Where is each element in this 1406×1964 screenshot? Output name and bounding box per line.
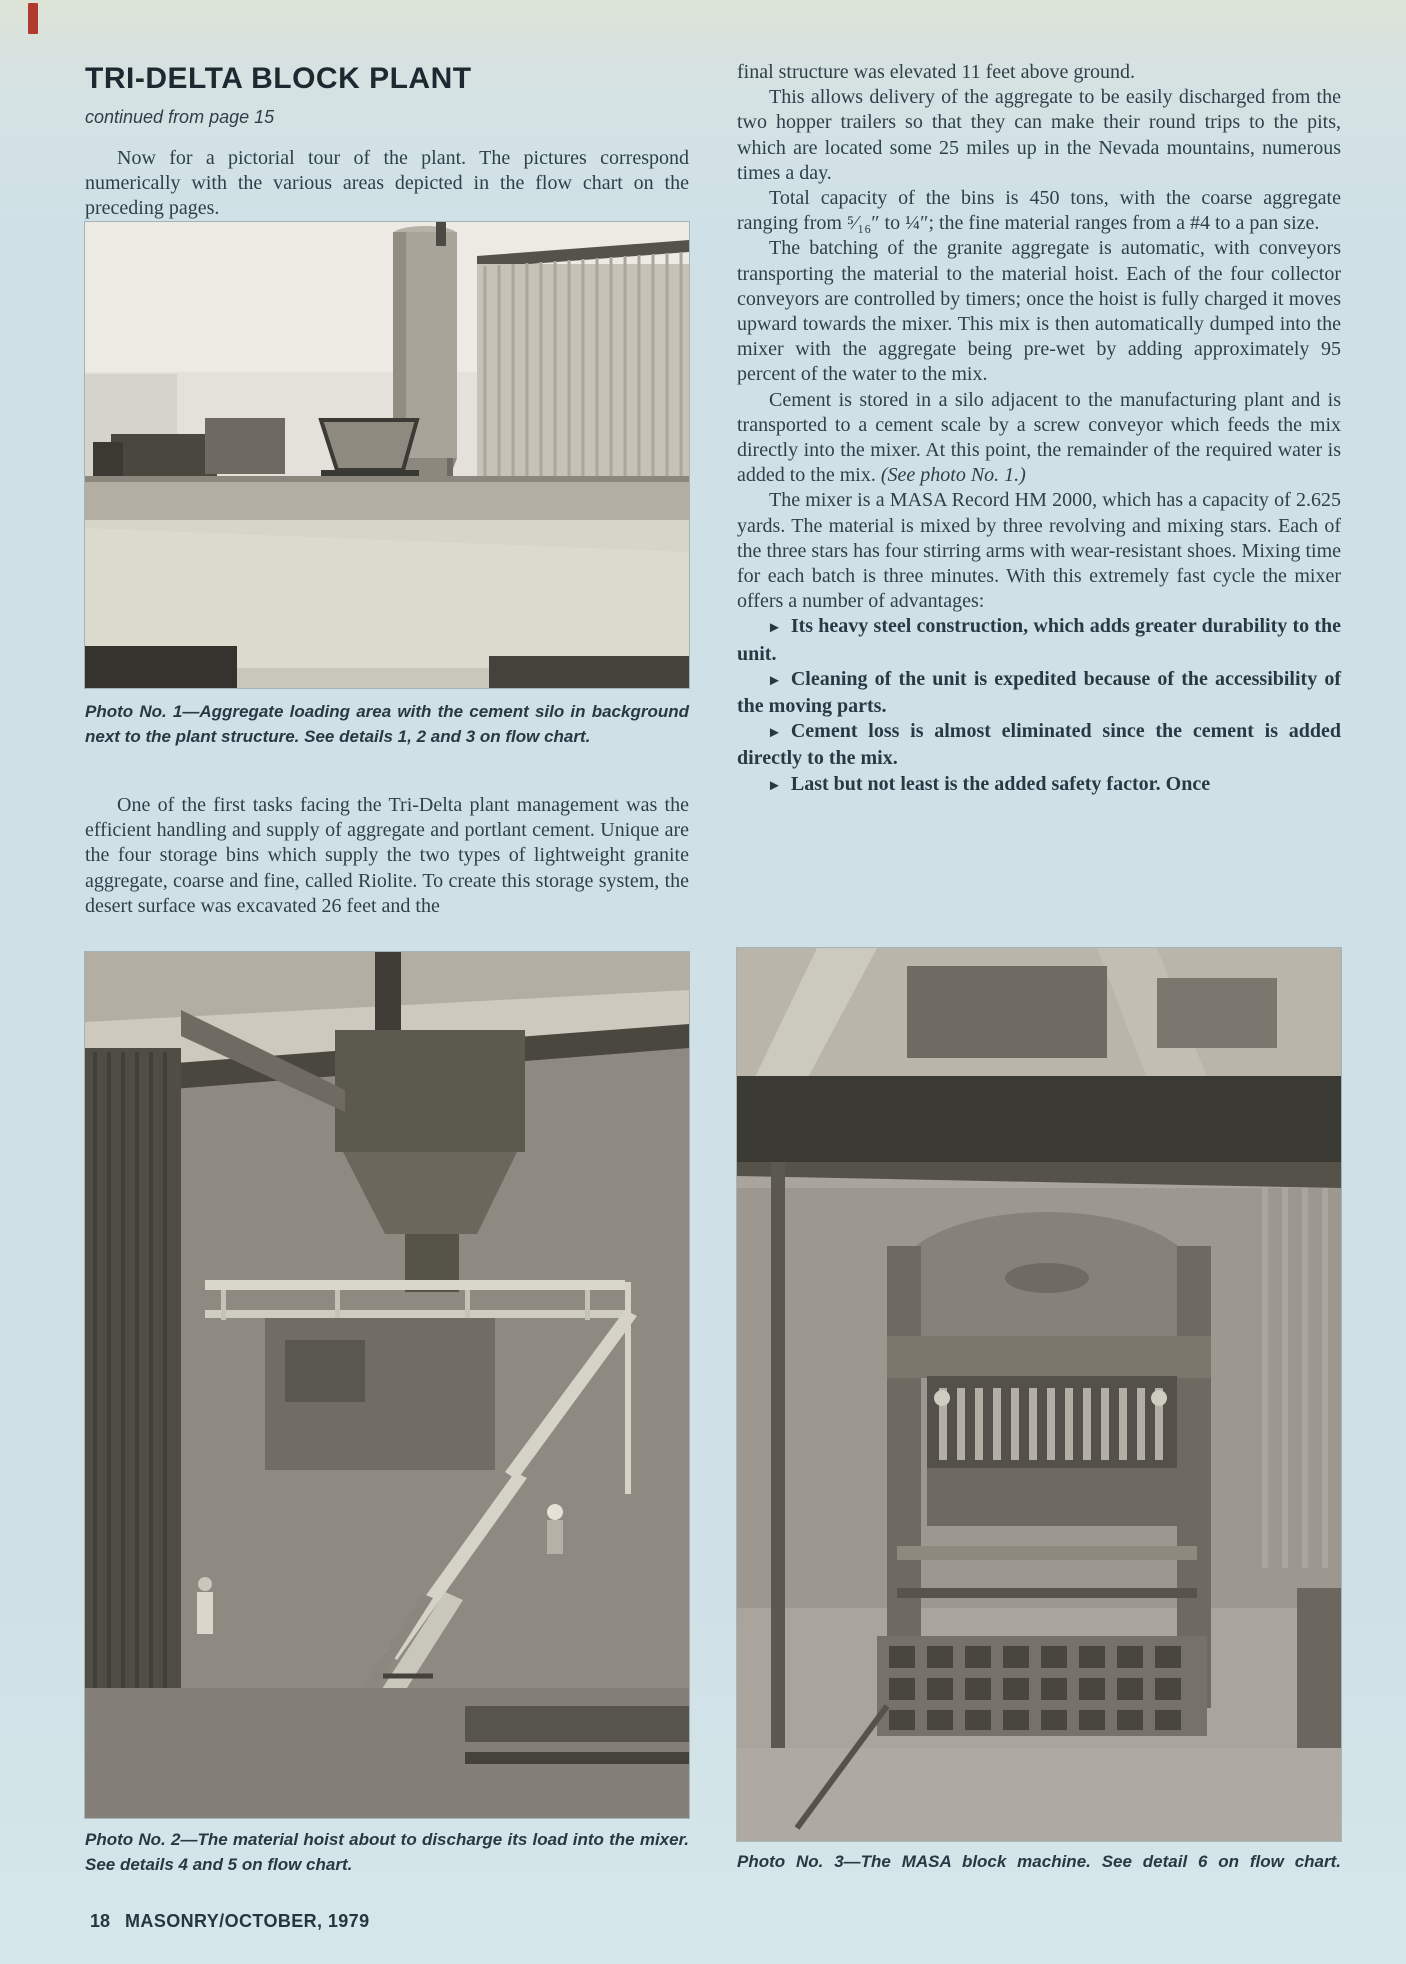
photo-1	[85, 222, 689, 688]
magazine-name: MASONRY/OCTOBER, 1979	[125, 1911, 370, 1931]
body-paragraph: Total capacity of the bins is 450 tons, with the coarse aggregate ranging from ⁵⁄₁₆″ to ¼″; the fine material ranges from a #4 to a pan size.	[737, 187, 1341, 235]
photo-2-caption: Photo No. 2—The material hoist about to discharge its load into the mixer. See details 4 and 5 on flow chart.	[85, 1830, 689, 1874]
photo-1-caption: Photo No. 1—Aggregate loading area with the cement silo in background next to the plant structure. See details 1, 2 and 3 on flow chart.	[85, 702, 689, 746]
bullet-item	[737, 667, 1341, 719]
print-registration-mark	[28, 3, 38, 34]
block-pallet-shape	[877, 1636, 1207, 1736]
bullet-item	[737, 719, 1341, 771]
photo-2	[85, 952, 689, 1818]
body-paragraph	[737, 388, 1341, 489]
bullet-item	[737, 614, 1341, 666]
page-footer	[90, 1911, 370, 1932]
right-column	[737, 60, 1341, 799]
body-paragraph: final structure was elevated 11 feet above ground.	[737, 61, 1135, 83]
bullet-text: Cleaning of the unit is expedited because of the accessibility of the moving parts.	[737, 667, 1341, 718]
tasks-paragraph: One of the first tasks facing the Tri-Delta plant management was the efficient handling and supply of aggregate and portlant cement. Unique are the four storage bins which supply the two types of lightweight granite aggregate, coarse and fine, called Riolite. To create this storage system, the desert surface was excavated 26 feet and the	[85, 794, 689, 917]
bullet-arrow-icon: ►	[767, 725, 782, 742]
bullet-arrow-icon: ►	[767, 672, 782, 689]
bullet-item	[737, 772, 1341, 799]
photo-1-illustration	[85, 222, 689, 688]
body-paragraph: This allows delivery of the aggregate to be easily discharged from the two hopper trailers so that they can make their round trips to the pits, which are located some 25 miles up in the Nevada mountains, numerous times a day.	[737, 86, 1341, 184]
see-photo-note: (See photo No. 1.)	[880, 464, 1026, 487]
bullet-text: Last but not least is the added safety factor. Once	[790, 772, 1211, 795]
article-title: TRI-DELTA BLOCK PLANT	[85, 62, 472, 95]
continued-from-line: continued from page 15	[85, 107, 275, 127]
body-paragraph: The batching of the granite aggregate is automatic, with conveyors transporting the material to the material hoist. Each of the four collector conveyors are controlled by timers; once the hoist is fully charged it moves upward towards the mixer. This mix is then automatically dumped into the mixer with the aggregate being pre-wet by adding approximately 95 percent of the water to the mix.	[737, 237, 1341, 386]
bullet-arrow-icon: ►	[767, 620, 782, 637]
mezzanine-beam-shape	[737, 1076, 1341, 1162]
photo-2-illustration	[85, 952, 689, 1818]
photo-3-illustration	[737, 948, 1341, 1841]
interior-wall-shape	[85, 1048, 181, 1692]
body-paragraph: The mixer is a MASA Record HM 2000, which has a capacity of 2.625 yards. The material is mixed by three revolving and mixing stars. Each of the three stars has four stirring arms with wear-resistant shoes. Mixing time for each batch is three minutes. With this extremely fast cycle the mixer offers a number of advantages:	[737, 489, 1341, 613]
bullet-text: Its heavy steel construction, which adds greater durability to the unit.	[737, 615, 1341, 665]
intro-paragraph: Now for a pictorial tour of the plant. The pictures correspond numerically with the various areas depicted in the flow chart on the preceding pages.	[85, 147, 689, 220]
hopper-trailer-shape	[321, 420, 419, 483]
photo-3	[737, 948, 1341, 1841]
cement-paragraph-text: Cement is stored in a silo adjacent to the manufacturing plant and is transported to a cement scale by a screw conveyor which feeds the mix directly into the mixer. At this point, the remainder of the required water is added to the mix.	[737, 388, 1341, 487]
photo-3-caption: Photo No. 3—The MASA block machine. See detail 6 on flow chart.	[737, 1852, 1341, 1871]
page-number: 18	[90, 1911, 111, 1931]
bullet-arrow-icon: ►	[767, 777, 782, 794]
bullet-text: Cement loss is almost eliminated since the cement is added directly to the mix.	[737, 720, 1341, 770]
